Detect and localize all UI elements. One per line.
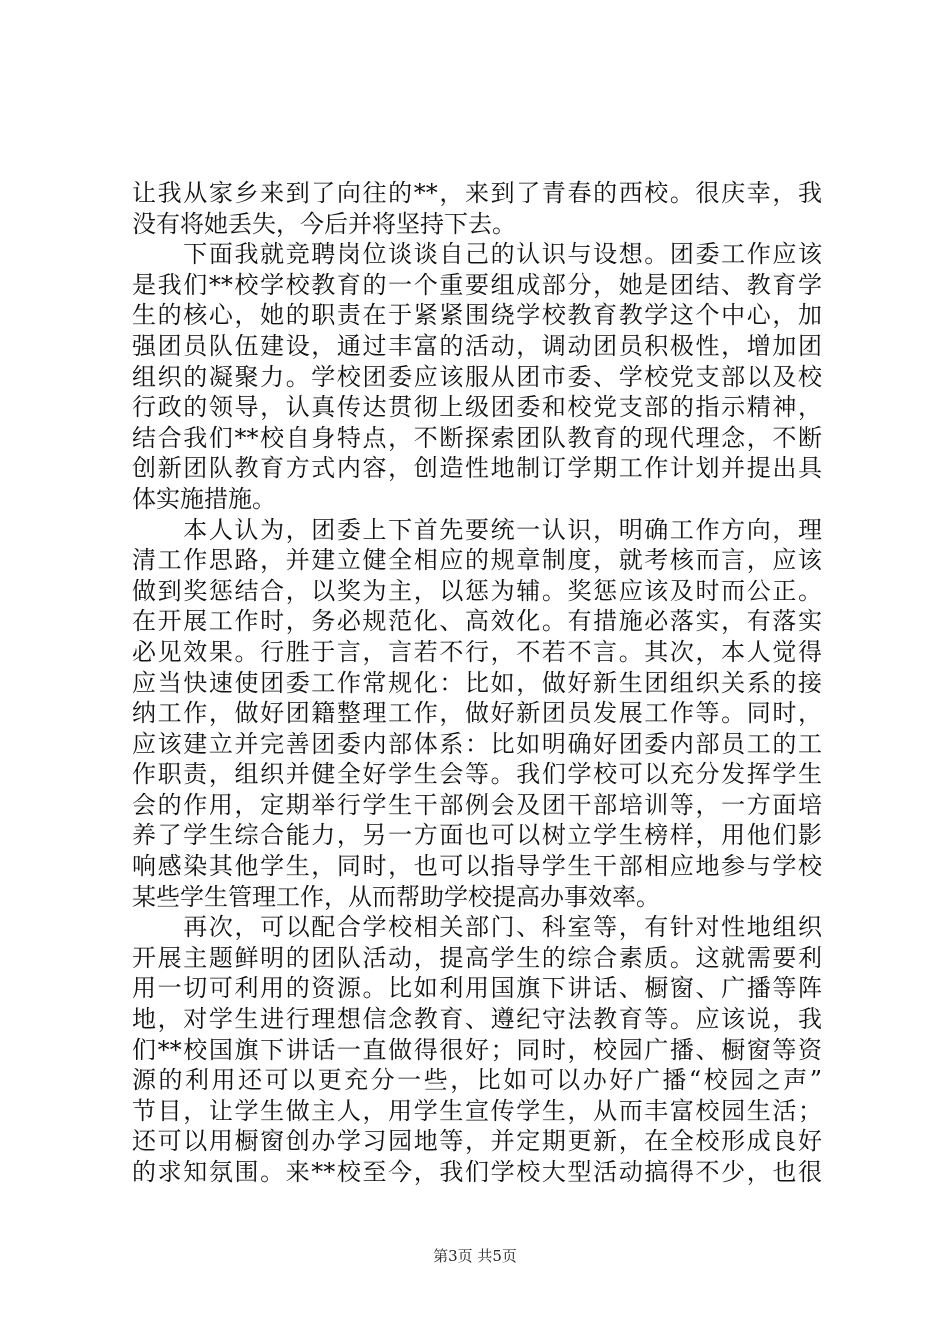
- text-line: 创新团队教育方式内容，创造性地制订学期工作计划并提出具: [132, 454, 822, 483]
- text-line: 应当快速使团委工作常规化：比如，做好新生团组织关系的接: [132, 668, 822, 697]
- text-line: 应该建立并完善团委内部体系：比如明确好团委内部员工的工: [132, 729, 822, 758]
- text-line: 源的利用还可以更充分一些，比如可以办好广播“校园之声”: [132, 1066, 822, 1095]
- document-body: [132, 178, 822, 1188]
- text-line: 还可以用橱窗创办学习园地等，并定期更新，在全校形成良好: [132, 1127, 822, 1156]
- text-line: 节目，让学生做主人，用学生宣传学生，从而丰富校园生活；: [132, 1096, 822, 1125]
- text-line: 地，对学生进行理想信念教育、遵纪守法教育等。应该说，我: [132, 1005, 822, 1034]
- text-line: 让我从家乡来到了向往的**，来到了青春的西校。很庆幸，我: [132, 179, 822, 207]
- text-line: 在开展工作时，务必规范化、高效化。有措施必落实，有落实: [132, 607, 822, 636]
- text-line: 做到奖惩结合，以奖为主，以惩为辅。奖惩应该及时而公正。: [132, 576, 822, 605]
- text-line: 们**校国旗下讲话一直做得很好；同时，校园广播、橱窗等资: [132, 1035, 822, 1064]
- text-line: 再次，可以配合学校相关部门、科室等，有针对性地组织: [132, 913, 822, 942]
- text-line: 体实施措施。: [132, 484, 276, 513]
- text-line: 是我们**校学校教育的一个重要组成部分，她是团结、教育学: [132, 270, 822, 299]
- text-line: 生的核心，她的职责在于紧紧围绕学校教育教学这个中心，加: [132, 301, 822, 330]
- text-line: 本人认为，团委上下首先要统一认识，明确工作方向，理: [132, 515, 822, 544]
- text-line: 清工作思路，并建立健全相应的规章制度，就考核而言，应该: [132, 546, 822, 575]
- text-line: 必见效果。行胜于言，言若不行，不若不言。其次，本人觉得: [132, 637, 822, 666]
- text-line: 下面我就竞聘岗位谈谈自己的认识与设想。团委工作应该: [132, 240, 822, 269]
- text-line: 某些学生管理工作，从而帮助学校提高办事效率。: [132, 882, 660, 911]
- text-line: 强团员队伍建设，通过丰富的活动，调动团员积极性，增加团: [132, 331, 822, 360]
- text-line: 纳工作，做好团籍整理工作，做好新团员发展工作等。同时，: [132, 699, 822, 728]
- text-line: 养了学生综合能力，另一方面也可以树立学生榜样，用他们影: [132, 821, 822, 850]
- text-line: 会的作用，定期举行学生干部例会及团干部培训等，一方面培: [132, 790, 822, 819]
- text-line: 开展主题鲜明的团队活动，提高学生的综合素质。这就需要利: [132, 943, 822, 972]
- text-line: 的求知氛围。来**校至今，我们学校大型活动搞得不少，也很: [132, 1158, 822, 1186]
- text-line: 行政的领导，认真传达贯彻上级团委和校党支部的指示精神，: [132, 393, 822, 422]
- page-number-footer: 第3页 共5页: [433, 1247, 517, 1265]
- text-line: 结合我们**校自身特点，不断探索团队教育的现代理念，不断: [132, 423, 822, 452]
- text-line: 没有将她丢失，今后并将坚持下去。: [132, 209, 516, 238]
- text-line: 作职责，组织并健全好学生会等。我们学校可以充分发挥学生: [132, 760, 822, 789]
- text-line: 用一切可利用的资源。比如利用国旗下讲话、橱窗、广播等阵: [132, 974, 822, 1003]
- text-line: 响感染其他学生，同时，也可以指导学生干部相应地参与学校: [132, 852, 822, 881]
- text-line: 组织的凝聚力。学校团委应该服从团市委、学校党支部以及校: [132, 362, 822, 391]
